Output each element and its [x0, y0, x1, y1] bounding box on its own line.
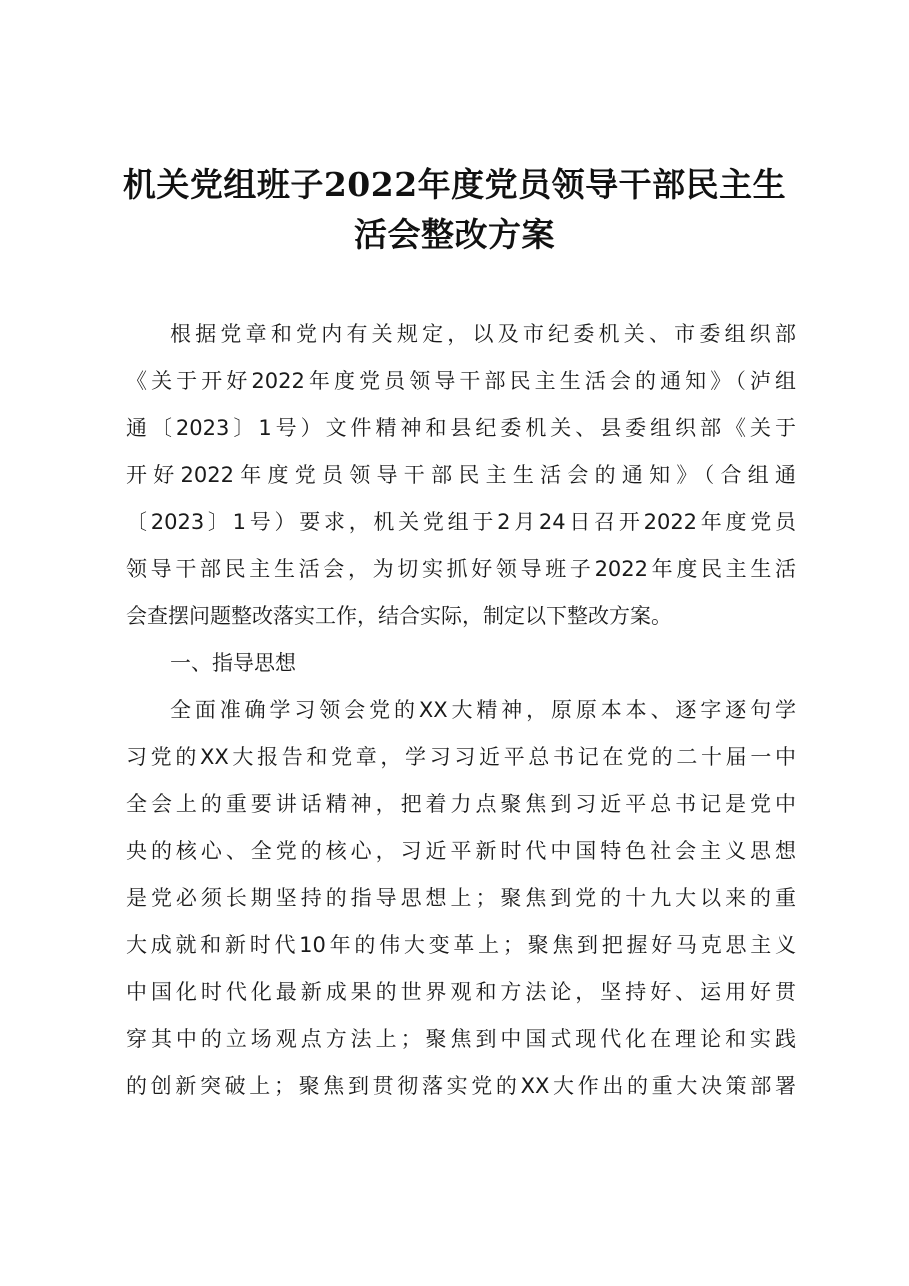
paragraph-1-line: 〔2023〕1号）要求，机关党组于2月24日召开2022年度党员: [126, 510, 796, 534]
paragraph-1-line: 开好2022年度党员领导干部民主生活会的通知》（合组通: [126, 463, 796, 487]
paragraph-2-line: 全面准确学习领会党的XX大精神，原原本本、逐字逐句学: [170, 698, 796, 722]
paragraph-1-line: 根据党章和党内有关规定，以及市纪委机关、市委组织部: [170, 322, 796, 346]
paragraph-2-line: 大成就和新时代10年的伟大变革上；聚焦到把握好马克思主义: [126, 933, 796, 957]
paragraph-2-line: 习党的XX大报告和党章，学习习近平总书记在党的二十届一中: [126, 745, 796, 769]
document-body: [126, 311, 796, 1110]
paragraph-2-line: 穿其中的立场观点方法上；聚焦到中国式现代化在理论和实践: [126, 1027, 796, 1051]
paragraph-2-line: 央的核心、全党的核心，习近平新时代中国特色社会主义思想: [126, 839, 796, 863]
title-line-1: 机关党组班子2022年度党员领导干部民主生: [122, 165, 787, 204]
paragraph-2-line: 中国化时代化最新成果的世界观和方法论，坚持好、运用好贯: [126, 980, 796, 1004]
paragraph-1-line: 通〔2023〕1号）文件精神和县纪委机关、县委组织部《关于: [126, 416, 796, 440]
paragraph-1-line: 会查摆问题整改落实工作，结合实际，制定以下整改方案。: [126, 604, 672, 628]
title-line-2: 活会整改方案: [354, 215, 555, 254]
document-title: [110, 160, 799, 260]
paragraph-2-line: 的创新突破上；聚焦到贯彻落实党的XX大作出的重大决策部署: [126, 1074, 796, 1098]
paragraph-1-line: 领导干部民主生活会，为切实抓好领导班子2022年度民主生活: [126, 557, 796, 581]
paragraph-2-line: 全会上的重要讲话精神，把着力点聚焦到习近平总书记是党中: [126, 792, 796, 816]
section-heading: 一、指导思想: [170, 651, 296, 675]
paragraph-1-line: 《关于开好2022年度党员领导干部民主生活会的通知》（泸组: [126, 369, 796, 393]
paragraph-2-line: 是党必须长期坚持的指导思想上；聚焦到党的十九大以来的重: [126, 886, 796, 910]
